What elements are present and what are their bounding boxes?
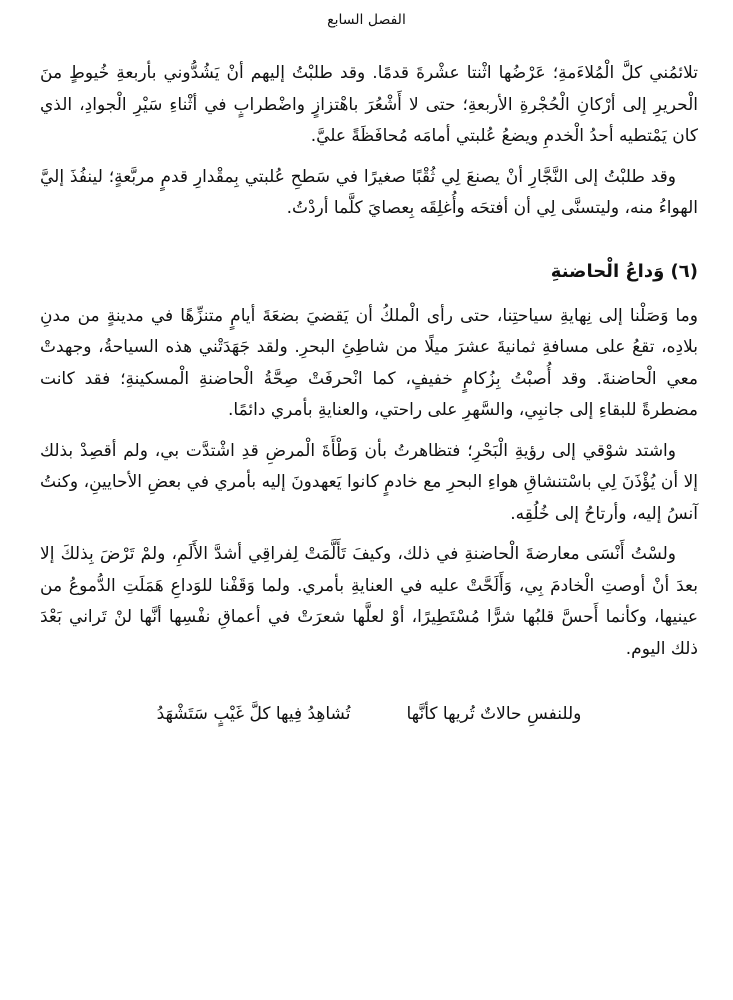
verse-first-hemistich: وللنفسِ حالاتٌ تُريها كأنَّها — [406, 704, 582, 724]
chapter-running-header: الفصل السابع — [327, 12, 406, 28]
paragraph-farewell: ولسْتُ أَنْسَى معارضةَ الْحاضنةِ في ذلك، وكيفَ تَأَلَّمَتْ لِفراقِي أشدَّ الأَلَمِ، ولمْ تَرْضَ بِذلكَ إلا بعدَ أنْ أوصتِ الْخادمَ بِي، وَأَلَحَّتْ عليه في العنايةِ بأمري. ولما وَقَفْنا للوَداعِ هَمَلَتِ الدُّموعُ من عينيها، وكأنما أَحسَّ قلبُها شرًّا مُسْتَطِيرًا، أوْ لعلَّها شعرَتْ في أعماقِ نفْسِها أنَّها لنْ تَراني بَعْدَ ذلك اليوم. — [40, 544, 698, 659]
paragraph-gap — [40, 530, 698, 539]
verse-second-hemistich: تُشاهِدُ فِيها كلَّ غَيْبٍ سَتَشْهَدُ — [156, 704, 351, 724]
section-heading: (٦) وَداعُ الْحاضنةِ — [550, 260, 698, 282]
page-body — [40, 58, 698, 730]
poetry-verse — [40, 699, 698, 730]
paragraph-longing-for-sea: واشتد شوْقي إلى رؤيةِ الْبَحْرِ؛ فتظاهرتُ بأن وَطْأَةَ الْمرضِ قدِ اشْتدَّت بي، ولم أقصِدْ بذلك إلا أن يُؤْذَنَ لِي باسْتنشاقِ هواءِ البحرِ مع خادمٍ كانوا يَعهدونَ إليه بأمري في بعضِ الأحايينِ، وكنتُ آنسُ إليه، وأرتاحُ إلى خُلُقِه. — [40, 440, 698, 524]
paragraph-carpenter-request: وقد طلبْتُ إلى النَّجَّارِ أنْ يصنعَ لِي ثُقْبًا صغيرًا في سَطحِ عُلبتي بِمقْدارِ قدمٍ مربَّعةٍ؛ لينفُذَ إليَّ الهواءُ منه، وليتسنَّى لِي أن أفتحَه وأُغلِقَه بِعصايَ كلَّما أردْتُ. — [40, 166, 698, 218]
paragraph-continued: تلائمُني كلَّ الْمُلاءَمةِ؛ عَرْضُها اثْنتا عشْرةَ قدمًا. وقد طلبْتُ إليهم أنْ يَشُدُّوني بأربعةِ خُيوطٍ منَ الْحريرِ إلى أرْكانِ الْحُجْرةِ الأربعةِ؛ حتى لا أَشْعُرَ باهْتزازٍ واضْطرابٍ في أثْناءِ سَيْرِ الْجوادِ، الذي كان يَمْتطيه أحدُ الْخدمِ ويضعُ عُلبتي أمامَه مُحافَظَةً عليَّ. — [40, 63, 698, 146]
paragraph-journey-end: وما وَصَلْنا إلى نِهايةِ سياحتِنا، حتى رأى الْملكُ أن يَقضيَ بضعَةَ أيامٍ متنزِّهًا في مدينةٍ من مدنِ بلادِه، تقعُ على مسافةِ ثمانيةَ عشرَ ميلًا من شاطِئِ البحرِ. ولقد جَهَدَتْني هذه السياحةُ، وجهدتْ معي الْحاضنةَ. وقد أُصبْتُ بِزُكامٍ خفيفٍ، كما انْحرفَتْ صِحَّةُ الْحاضنةِ الْمسكينةِ؛ فقد كانت مضطرةً للبقاءِ إلى جانبِي، والسَّهرِ على راحتي، والعنايةِ بأمري دائمًا. — [40, 305, 698, 420]
paragraph-gap — [40, 153, 698, 162]
paragraph-gap — [40, 427, 698, 436]
